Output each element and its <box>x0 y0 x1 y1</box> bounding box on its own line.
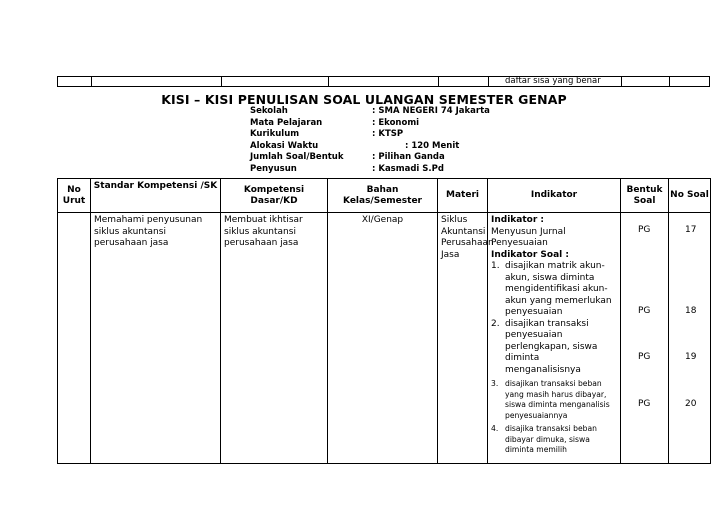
bahan-text: XI/Genap <box>361 215 404 225</box>
page-title: KISI – KISI PENULISAN SOAL ULANGAN SEMESTER GENAP <box>161 92 567 107</box>
info-value: : Pilihan Ganda <box>372 152 445 163</box>
materi-text: Siklus Akuntansi Perusahaan Jasa <box>441 215 494 260</box>
kd-text: Membuat ikhtisar siklus akuntansi perusahaan jasa <box>224 215 303 248</box>
cell-materi <box>438 213 494 464</box>
top-strip-divider <box>221 77 222 86</box>
kisi-table <box>57 178 711 464</box>
header-no-urut: No Urut <box>58 179 91 213</box>
info-label: Sekolah <box>250 106 288 116</box>
bentuk-soal-value: PG <box>638 399 651 409</box>
top-strip-divider <box>91 77 92 86</box>
cell-no-urut <box>58 213 91 464</box>
item-number: 2. <box>491 318 500 329</box>
indikator-block <box>488 213 620 456</box>
list-item <box>491 319 617 377</box>
no-soal-value: 18 <box>685 306 697 316</box>
top-strip-text: daftar sisa yang benar <box>505 76 601 86</box>
indikator-label: Indikator : <box>491 215 544 225</box>
header-indikator: Indikator <box>488 179 621 213</box>
header-no-soal: No Soal <box>669 179 711 213</box>
item-number: 1. <box>491 261 500 271</box>
table-row <box>58 213 711 464</box>
item-text: disajikan matrik akun-akun, siswa diminta mengidentifikasi akun-akun yang memerlukan penyesuaian <box>505 261 612 317</box>
top-strip-divider <box>669 77 670 86</box>
info-value: : 120 Menit <box>405 140 460 151</box>
item-number: 3. <box>491 379 499 388</box>
no-soal-value: 19 <box>685 352 697 362</box>
info-value: : Ekonomi <box>372 117 420 128</box>
info-label: Mata Pelajaran <box>250 117 323 128</box>
top-strip-divider <box>488 77 489 86</box>
bentuk-soal-value: PG <box>638 306 651 316</box>
cell-kd <box>221 213 328 464</box>
list-item <box>491 261 617 319</box>
item-text: disajikan transaksi penyesuaian perlengkapan, siswa diminta menganalisisnya <box>505 318 598 375</box>
no-soal-value: 20 <box>685 399 697 409</box>
cell-bentuk <box>621 213 669 464</box>
cell-bahan <box>328 213 438 464</box>
item-text: disajika transaksi beban dibayar dimuka, siswa diminta memilih <box>505 424 597 454</box>
no-soal-value: 17 <box>685 225 697 235</box>
info-label: Penyusun <box>250 163 297 174</box>
info-value: : SMA NEGERI 74 Jakarta <box>372 106 490 116</box>
header-standar-kompetensi: Standar Kompetensi /SK <box>91 179 221 213</box>
info-label: Kurikulum <box>250 129 300 140</box>
list-item <box>491 379 617 421</box>
cell-no-soal <box>669 213 711 464</box>
indikator-list <box>491 261 617 456</box>
info-value: : Kasmadi S.Pd <box>372 163 444 174</box>
info-label: Jumlah Soal/Bentuk <box>250 152 344 163</box>
bentuk-soal-value: PG <box>638 352 651 362</box>
item-text: disajikan transaksi beban yang masih harus dibayar, siswa diminta menganalisis penyesuaiannya <box>505 379 610 420</box>
top-strip-divider <box>621 77 622 86</box>
cell-indikator <box>488 213 621 464</box>
list-item <box>491 424 617 456</box>
indikator-soal-label: Indikator Soal : <box>491 249 569 260</box>
info-label: Alokasi Waktu <box>250 140 319 151</box>
top-strip-row <box>57 76 710 87</box>
sk-text: Memahami penyusunan siklus akuntansi perusahaan jasa <box>94 215 203 248</box>
table-header-row <box>58 179 711 213</box>
top-strip-divider <box>438 77 439 86</box>
header-bahan-kelas: Bahan Kelas/Semester <box>328 179 438 213</box>
header-bentuk-soal: Bentuk Soal <box>621 179 669 213</box>
info-value: : KTSP <box>372 129 404 140</box>
header-materi: Materi <box>438 179 488 213</box>
top-strip-divider <box>328 77 329 86</box>
indikator-text: Menyusun Jurnal Penyesuaian <box>491 226 566 248</box>
cell-sk <box>91 213 221 464</box>
bentuk-soal-value: PG <box>638 225 651 235</box>
header-kompetensi-dasar: Kompetensi Dasar/KD <box>221 179 328 213</box>
item-number: 4. <box>491 424 499 433</box>
